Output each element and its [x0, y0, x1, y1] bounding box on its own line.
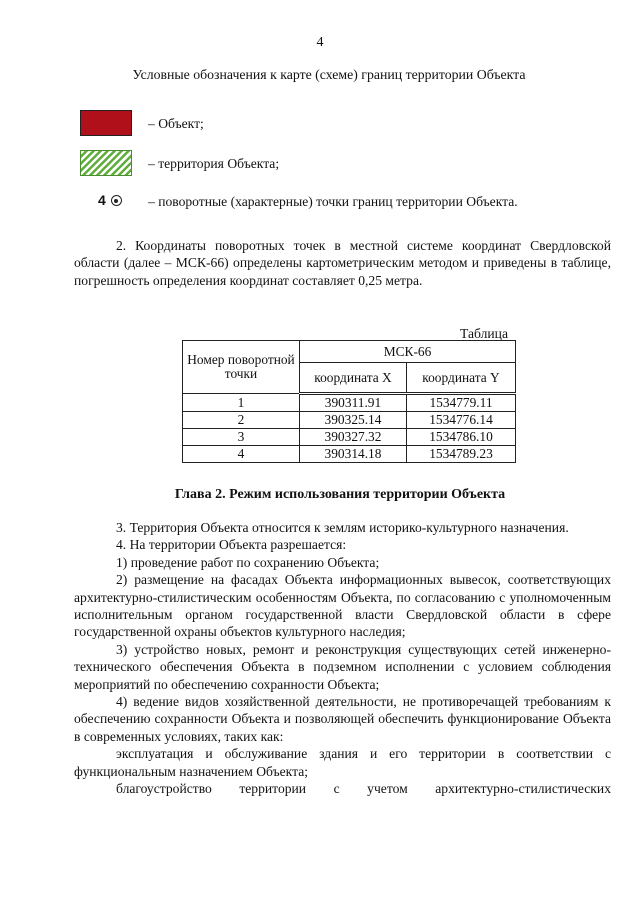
- legend-item-territory: [80, 150, 580, 180]
- legend-item-point: [80, 188, 580, 218]
- cell-x: 390325.14: [300, 411, 407, 428]
- paragraph-2: [74, 237, 611, 289]
- legend-title: Условные обозначения к карте (схеме) границ территории Объекта: [132, 67, 526, 82]
- legend-label-point: – поворотные (характерные) точки границ территории Объекта.: [148, 194, 518, 209]
- header-msk66: МСК-66: [300, 341, 516, 363]
- chapter-title: Глава 2. Режим использования территории Объекта: [174, 487, 506, 502]
- cell-n: 1: [183, 394, 300, 412]
- paragraph-3: 3. Территория Объекта относится к землям историко-культурного назначения.: [116, 520, 569, 535]
- cell-x: 390327.32: [300, 428, 407, 445]
- legend-item-object: [80, 110, 580, 140]
- header-y: координата Y: [407, 362, 516, 393]
- point-marker-icon: [111, 195, 122, 206]
- table-row: [183, 411, 516, 428]
- header-point-number: Номер поворотной точки: [183, 341, 300, 394]
- cell-y: 1534789.23: [407, 445, 516, 462]
- cell-x: 390311.91: [300, 394, 407, 412]
- chapter-body: [74, 519, 611, 798]
- point-number: 4: [98, 192, 106, 208]
- header-x: координата X: [300, 362, 407, 393]
- list-item-3: 3) устройство новых, ремонт и реконструкция существующих сетей инженерно-технического обеспечения Объекта в подземном исполнении с условием соблюдения мероприятий по обеспечению сохранности Объекта;: [74, 641, 611, 692]
- cell-y: 1534776.14: [407, 411, 516, 428]
- cell-n: 3: [183, 428, 300, 445]
- legend-label-object: – Объект;: [148, 116, 204, 131]
- list-item-4: 4) ведение видов хозяйственной деятельности, не противоречащей требованиям к обеспечению сохранности Объекта и позволяющей обеспечить функционирование Объекта в современных условиях, таких как:: [74, 694, 611, 744]
- sub-item-operation: эксплуатация и обслуживание здания и его территории в соответствии с функциональным назначением Объекта;: [74, 746, 611, 779]
- cell-n: 2: [183, 411, 300, 428]
- cell-x: 390314.18: [300, 445, 407, 462]
- territory-hatch-swatch: [80, 150, 132, 176]
- list-item-1: 1) проведение работ по сохранению Объекта;: [116, 554, 380, 570]
- coordinates-table: [182, 340, 516, 463]
- legend-label-territory: – территория Объекта;: [148, 156, 280, 171]
- paragraph-4: 4. На территории Объекта разрешается:: [116, 537, 347, 553]
- table-row: [183, 445, 516, 462]
- table-label: Таблица: [460, 326, 508, 341]
- turning-point-symbol: [98, 192, 122, 209]
- list-item-2: 2) размещение на фасадах Объекта информационных вывесок, соответствующих архитектурно-стилистическим особенностям Объекта, по согласованию с уполномоченным исполнительным органом государственной власти Свердловской области в сфере государственной охраны объектов культурного наследия;: [74, 572, 611, 640]
- table-row: [183, 394, 516, 412]
- cell-y: 1534786.10: [407, 428, 516, 445]
- cell-y: 1534779.11: [407, 394, 516, 412]
- page-number: 4: [316, 35, 324, 50]
- cell-n: 4: [183, 445, 300, 462]
- sub-item-landscaping: благоустройство территории с учетом архитектурно-стилистических: [116, 781, 611, 797]
- table-row: [183, 428, 516, 445]
- object-fill-swatch: [80, 110, 132, 136]
- paragraph-2-text: 2. Координаты поворотных точек в местной системе координат Свердловской области (далее – МСК-66) определены картометрическим методом и приведены в таблице, погрешность определения координат составляет 0,25 метра.: [74, 238, 611, 288]
